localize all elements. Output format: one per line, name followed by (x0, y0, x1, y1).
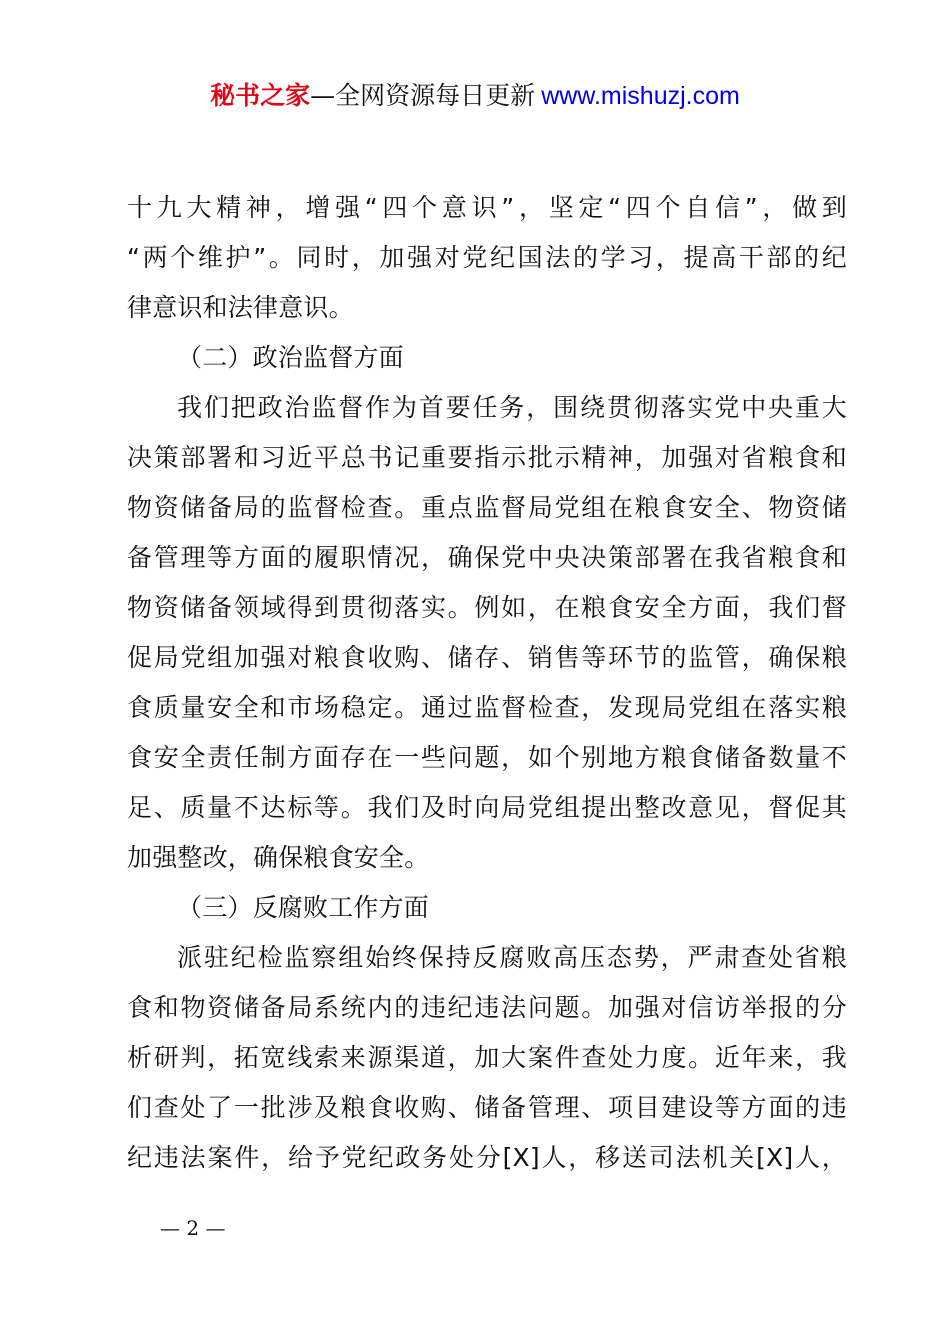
text-line: 食安全责任制方面存在一些问题，如个别地方粮食储备数量不 (127, 743, 847, 772)
text-line: 们查处了一批涉及粮食收购、储备管理、项目建设等方面的违 (127, 1093, 847, 1122)
paragraph-first-line: 派驻纪检监察组始终保持反腐败高压态势，严肃查处省粮 (177, 943, 847, 972)
header-slogan: —全网资源每日更新 (310, 81, 536, 110)
text-line: 决策部署和习近平总书记重要指示批示精神，加强对省粮食和 (127, 443, 847, 472)
paragraph-first-line: 我们把政治监督作为首要任务，围绕贯彻落实党中央重大 (177, 393, 847, 422)
text-line: 备管理等方面的履职情况，确保党中央决策部署在我省粮食和 (127, 543, 847, 572)
text-line: 析研判，拓宽线索来源渠道，加大案件查处力度。近年来，我 (127, 1043, 847, 1072)
text-line: 加强整改，确保粮食安全。 (127, 843, 430, 872)
text-line: 促局党组加强对粮食收购、储存、销售等环节的监管，确保粮 (127, 643, 847, 672)
text-line: 足、质量不达标等。我们及时向局党组提出整改意见，督促其 (127, 793, 847, 822)
text-line: 纪违法案件，给予党纪政务处分[X]人，移送司法机关[X]人， (127, 1143, 847, 1172)
text-line: 十九大精神，增强“四个意识”，坚定“四个自信”，做到 (127, 193, 847, 222)
document-body (127, 183, 847, 1183)
page-number: — 2 — (160, 1216, 226, 1240)
brand-name: 秘书之家 (210, 81, 311, 110)
section-heading-3: （三）反腐败工作方面 (177, 893, 430, 922)
site-url-link[interactable]: www.mishuzj.com (541, 82, 740, 110)
site-header (0, 76, 950, 116)
text-line: “两个维护”。同时，加强对党纪国法的学习，提高干部的纪 (127, 243, 847, 272)
text-line: 物资储备局的监督检查。重点监督局党组在粮食安全、物资储 (127, 493, 847, 522)
section-heading-2: （二）政治监督方面 (177, 343, 404, 372)
text-line: 物资储备领域得到贯彻落实。例如，在粮食安全方面，我们督 (127, 593, 847, 622)
text-line: 食和物资储备局系统内的违纪违法问题。加强对信访举报的分 (127, 993, 847, 1022)
text-line: 律意识和法律意识。 (127, 293, 354, 322)
text-line: 食质量安全和市场稳定。通过监督检查，发现局党组在落实粮 (127, 693, 847, 722)
